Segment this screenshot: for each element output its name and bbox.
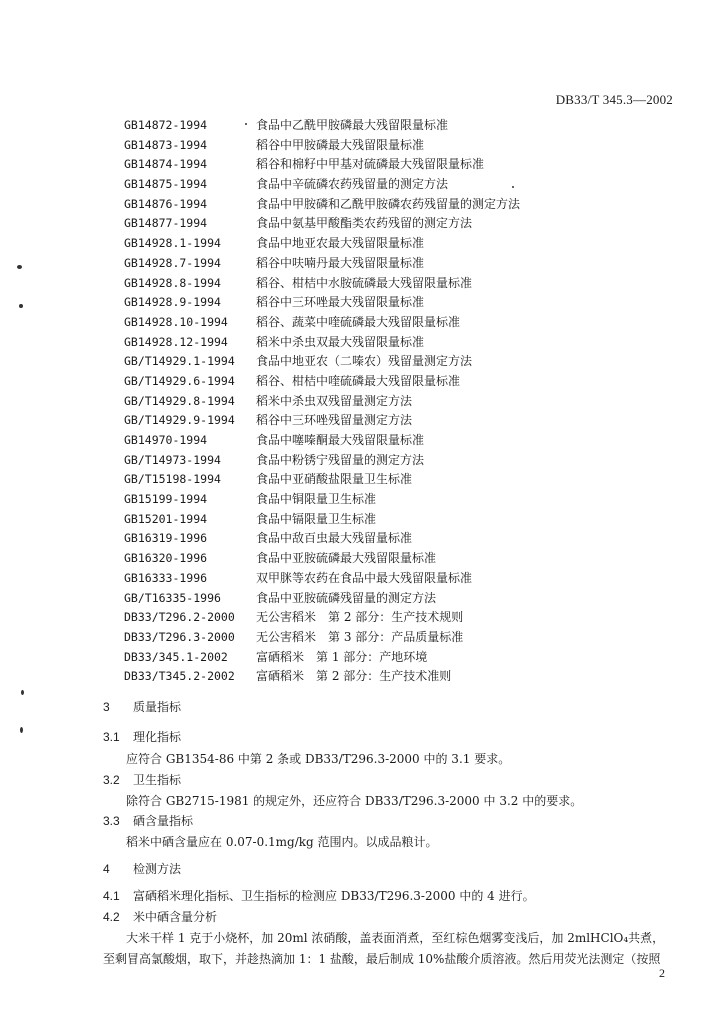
standard-row <box>124 470 684 490</box>
section-number: 3 <box>103 700 110 714</box>
section-3-heading <box>103 698 181 715</box>
standard-code: GB14877-1994 <box>124 216 208 231</box>
standard-row <box>124 274 684 294</box>
standard-title: 稻谷、柑桔中水胺硫磷最大残留限量标准 <box>256 275 473 290</box>
standard-code: DB33/T345.2-2002 <box>124 669 235 684</box>
standard-code: GB/T15198-1994 <box>124 472 221 487</box>
standard-title: 食品中地亚农（二嗪农）残留量测定方法 <box>256 354 473 369</box>
standard-row <box>124 214 684 234</box>
standard-title: 稻谷中三环唑残留量测定方法 <box>256 413 413 428</box>
standard-row <box>124 490 684 510</box>
standard-row <box>124 175 684 195</box>
standard-code: DB33/345.1-2002 <box>124 649 228 664</box>
standard-title: 食品中亚胺硫磷最大残留限量标准 <box>256 551 437 566</box>
section-3-2-heading <box>103 771 181 788</box>
document-code: DB33/T 345.3—2002 <box>555 92 673 107</box>
standard-row <box>124 411 684 431</box>
standard-code: GB16320-1996 <box>124 551 208 566</box>
standard-title: 食品中噻嗪酮最大残留限量标准 <box>256 433 425 447</box>
section-title: 卫生指标 <box>133 773 182 787</box>
standard-title: 稻谷中呋喃丹最大残留限量标准 <box>256 255 425 270</box>
section-3-1-text: 应符合 GB1354-86 中第 2 条或 DB33/T296.3-2000 中的 3.1 要求。 <box>126 752 511 766</box>
section-number: 3.3 <box>103 814 120 828</box>
standard-title: 食品中亚硝酸盐限量卫生标准 <box>256 472 413 487</box>
standard-title: 食品中甲胺磷和乙酰甲胺磷农药残留量的测定方法 <box>256 196 521 211</box>
standard-row <box>124 372 684 392</box>
standard-row <box>124 254 684 274</box>
section-4-2-heading <box>103 908 217 925</box>
section-number: 3.2 <box>103 773 120 787</box>
section-3-3-heading <box>103 812 193 829</box>
standard-row <box>124 293 684 313</box>
standard-title: 食品中镉限量卫生标准 <box>256 511 377 526</box>
scan-speck <box>19 304 23 308</box>
standard-row <box>124 116 684 136</box>
standard-code: GB/T14929.9-1994 <box>124 413 235 428</box>
section-4-heading <box>103 860 181 877</box>
standard-title: 食品中乙酰甲胺磷最大残留限量标准 <box>256 118 449 132</box>
section-title: 富硒稻米理化指标、卫生指标的检测应 DB33/T296.3-2000 中的 4 进行。 <box>133 889 535 903</box>
standard-title: 无公害稻米 第 3 部分：产品质量标准 <box>256 629 464 644</box>
standard-title: 食品中辛硫磷农药残留量的测定方法 <box>256 177 449 192</box>
page-number: 2 <box>659 966 665 980</box>
standard-title: 食品中粉锈宁残留量的测定方法 <box>256 452 425 467</box>
standard-title: 稻谷和棉籽中甲基对硫磷最大残留限量标准 <box>256 157 485 172</box>
section-number: 3.1 <box>103 730 120 744</box>
standards-list <box>124 116 684 687</box>
standard-code: GB16333-1996 <box>124 570 208 585</box>
standard-row <box>124 529 684 549</box>
section-3-1-heading <box>103 728 181 745</box>
section-4-2-text-line1: 大米干样 1 克于小烧杯，加 20ml 浓硝酸，盖表面消煮，至红棕色烟雾变浅后，加 2mlHClO₄共煮， <box>126 931 665 945</box>
section-number: 4 <box>103 862 110 876</box>
section-title: 检测方法 <box>133 862 182 876</box>
standard-row <box>124 589 684 609</box>
section-3-2-text: 除符合 GB2715-1981 的规定外，还应符合 DB33/T296.3-2000 中 3.2 中的要求。 <box>126 794 583 808</box>
standard-title: 食品中亚胺硫磷残留量的测定方法 <box>256 590 437 605</box>
standard-row <box>124 549 684 569</box>
standard-row <box>124 648 684 668</box>
section-number: 4.1 <box>103 889 120 903</box>
standard-code: GB/T14929.6-1994 <box>124 373 235 388</box>
standard-code: GB15199-1994 <box>124 492 208 507</box>
standard-code: DB33/T296.2-2000 <box>124 610 235 625</box>
standard-title: 稻谷中甲胺磷最大残留限量标准 <box>256 137 425 152</box>
standard-row <box>124 352 684 372</box>
section-title: 质量指标 <box>133 700 182 714</box>
section-number: 4.2 <box>103 910 120 924</box>
scan-speck <box>21 690 24 695</box>
standard-title: 稻米中杀虫双残留量测定方法 <box>256 393 413 408</box>
standard-title: 无公害稻米 第 2 部分：生产技术规则 <box>256 610 464 625</box>
standard-title: 食品中铜限量卫生标准 <box>256 492 377 507</box>
standard-title: 稻米中杀虫双最大残留限量标准 <box>256 334 425 349</box>
scan-speck <box>245 123 247 125</box>
standard-row <box>124 451 684 471</box>
standard-title: 富硒稻米 第 2 部分：生产技术准则 <box>256 669 452 684</box>
standard-row <box>124 195 684 215</box>
standard-code: GB14872-1994 <box>124 118 208 132</box>
standard-code: GB/T14929.1-1994 <box>124 354 235 369</box>
scan-speck <box>17 265 22 269</box>
scan-speck <box>512 186 514 188</box>
standard-row <box>124 136 684 156</box>
scan-speck <box>20 727 23 733</box>
section-4-2-text-line2: 至剩冒高氯酸烟，取下，并趁热滴加 1：1 盐酸，最后制成 10%盐酸介质溶液。然后用荧光法测定（按照 <box>103 952 661 966</box>
standard-row <box>124 313 684 333</box>
standard-row <box>124 155 684 175</box>
standard-title: 食品中氨基甲酸酯类农药残留的测定方法 <box>256 216 473 231</box>
standard-code: GB16319-1996 <box>124 531 208 546</box>
standard-code: GB14928.10-1994 <box>124 314 228 329</box>
standard-title: 稻谷、柑桔中喹硫磷最大残留限量标准 <box>256 373 461 388</box>
standard-title: 食品中敌百虫最大残留量标准 <box>256 531 413 546</box>
standard-code: GB14874-1994 <box>124 157 208 172</box>
section-4-1-heading <box>103 887 535 904</box>
standard-row <box>124 234 684 254</box>
standard-row <box>124 628 684 648</box>
standard-code: DB33/T296.3-2000 <box>124 629 235 644</box>
section-title: 米中硒含量分析 <box>133 910 218 924</box>
standard-code: GB14970-1994 <box>124 433 208 447</box>
standard-code: GB14873-1994 <box>124 137 208 152</box>
standard-code: GB/T14929.8-1994 <box>124 393 235 408</box>
standard-code: GB14928.12-1994 <box>124 334 228 349</box>
standard-code: GB14928.1-1994 <box>124 236 221 251</box>
section-title: 硒含量指标 <box>133 814 194 828</box>
section-title: 理化指标 <box>133 730 182 744</box>
standard-row <box>124 608 684 628</box>
standard-code: GB14876-1994 <box>124 196 208 211</box>
standard-code: GB/T16335-1996 <box>124 590 221 605</box>
standard-code: GB/T14973-1994 <box>124 452 221 467</box>
section-3-3-text: 稻米中硒含量应在 0.07-0.1mg/kg 范围内。以成品粮计。 <box>126 835 438 849</box>
standard-code: GB14928.9-1994 <box>124 295 221 310</box>
standard-title: 食品中地亚农最大残留限量标准 <box>256 236 425 251</box>
standard-code: GB15201-1994 <box>124 511 208 526</box>
standard-title: 富硒稻米 第 1 部分：产地环境 <box>256 649 428 664</box>
standard-code: GB14928.8-1994 <box>124 275 221 290</box>
standard-row <box>124 333 684 353</box>
standard-row <box>124 569 684 589</box>
standard-title: 稻谷中三环唑最大残留限量标准 <box>256 295 425 310</box>
standard-code: GB14875-1994 <box>124 177 208 192</box>
standard-code: GB14928.7-1994 <box>124 255 221 270</box>
standard-row <box>124 667 684 687</box>
standard-title: 稻谷、蔬菜中喹硫磷最大残留限量标准 <box>256 314 461 329</box>
standard-row <box>124 510 684 530</box>
standard-title: 双甲脒等农药在食品中最大残留限量标准 <box>256 570 473 585</box>
standard-row <box>124 431 684 451</box>
standard-row <box>124 392 684 412</box>
